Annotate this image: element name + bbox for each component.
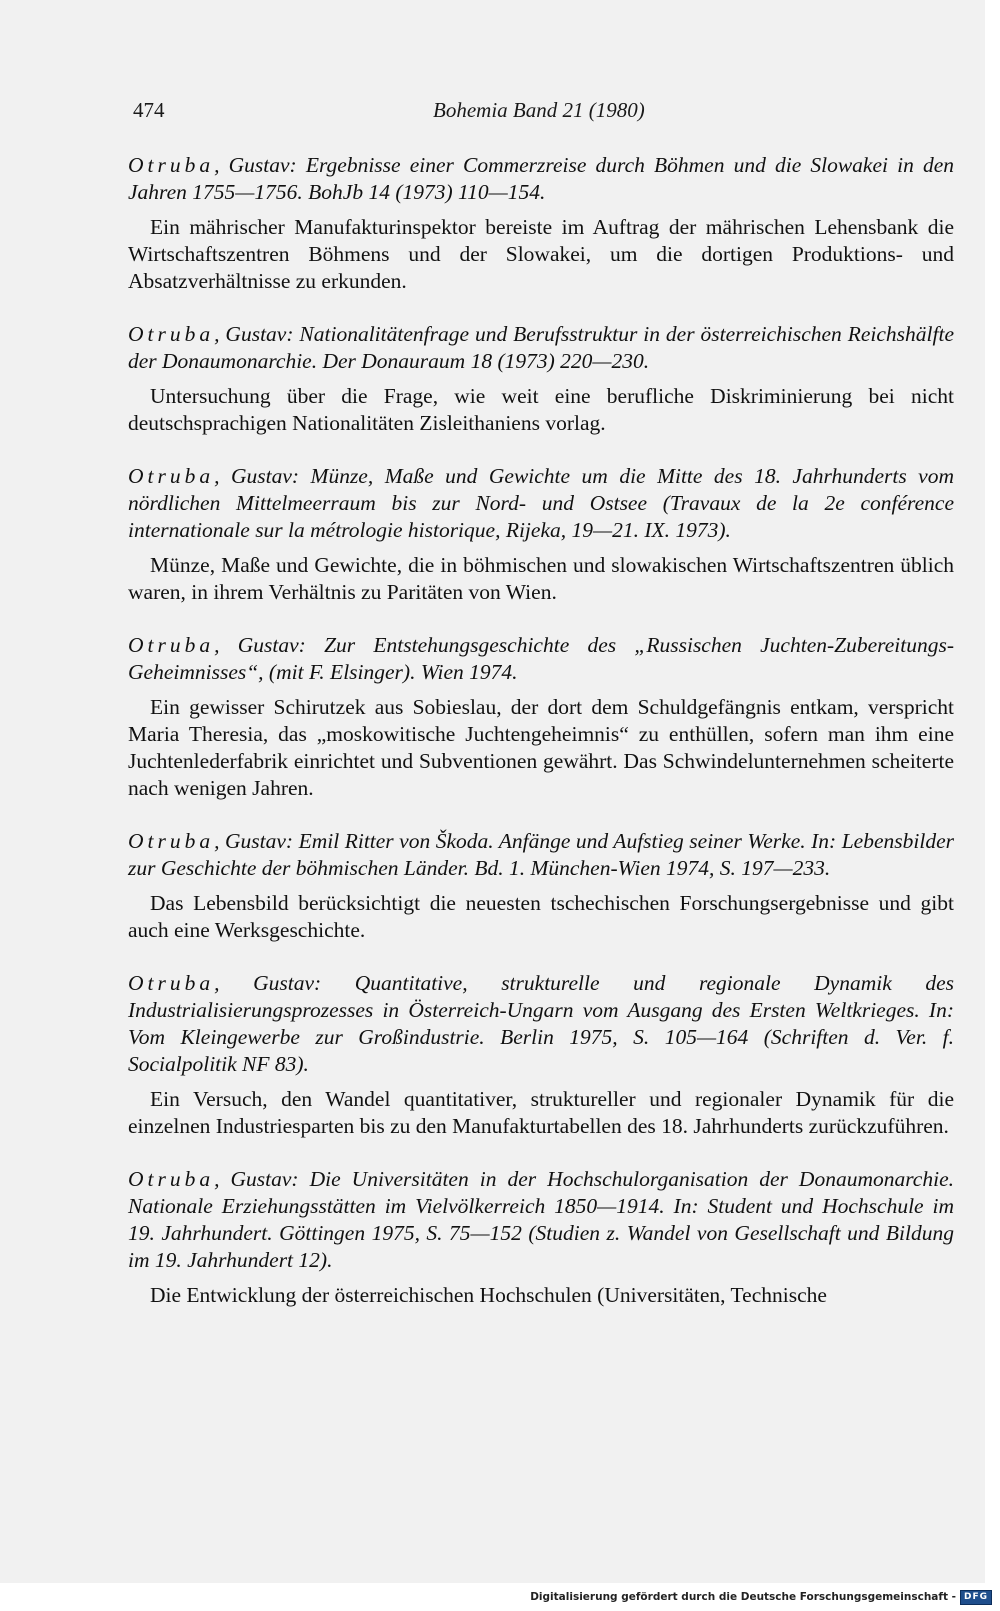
- digitization-footer: [530, 1587, 992, 1607]
- bibliography-entry: [128, 152, 954, 295]
- entry-summary: Ein Versuch, den Wandel quantitativer, struktureller und regionaler Dynamik für die einzelnen Industriesparten bis zu den Manufakturtabellen des 18. Jahrhunderts zurückzuführen.: [128, 1087, 954, 1138]
- bibliography-list: [128, 152, 954, 1335]
- entry-citation: [128, 828, 954, 882]
- page-header: [133, 98, 953, 128]
- running-title: Bohemia Band 21 (1980): [433, 98, 645, 122]
- entry-citation: [128, 463, 954, 544]
- bibliography-entry: [128, 463, 954, 606]
- entry-author: Otruba: [128, 633, 215, 657]
- entry-author: Otruba: [128, 829, 215, 853]
- entry-summary: Untersuchung über die Frage, wie weit eine berufliche Diskriminierung bei nicht deutschsprachigen Nationalitäten Zisleithaniens vorlag.: [128, 384, 954, 435]
- entry-author: Otruba: [128, 1167, 215, 1191]
- entry-citation-text: , Gustav: Zur Entstehungsgeschichte des „Russischen Juchten-Zubereitungs-Geheimnisses“, (mit F. Elsinger). Wien 1974.: [128, 633, 954, 684]
- bibliography-entry: [128, 828, 954, 944]
- entry-citation: [128, 1166, 954, 1274]
- entry-citation: [128, 152, 954, 206]
- entry-summary: Das Lebensbild berücksichtigt die neuesten tschechischen Forschungsergebnisse und gibt auch eine Werksgeschichte.: [128, 891, 954, 942]
- entry-citation-text: , Gustav: Nationalitätenfrage und Berufsstruktur in der österreichischen Reichshälfte der Donaumonarchie. Der Donauraum 18 (1973) 220—230.: [128, 322, 954, 373]
- entry-citation-text: , Gustav: Die Universitäten in der Hochschulorganisation der Donaumonarchie. Nationale Erziehungsstätten im Vielvölkerreich 1850—1914. In: Student und Hochschule im 19. Jahrhundert. Göttingen 1975, S. 75—152 (Studien z. Wandel von Gesellschaft und Bildung im 19. Jahrhundert 12).: [128, 1167, 954, 1272]
- entry-summary: Münze, Maße und Gewichte, die in böhmischen und slowakischen Wirtschaftszentren üblich waren, in ihrem Verhältnis zu Paritäten von Wien.: [128, 553, 954, 604]
- entry-citation-text: , Gustav: Ergebnisse einer Commerzreise durch Böhmen und die Slowakei in den Jahren 1755—1756. BohJb 14 (1973) 110—154.: [128, 153, 954, 204]
- entry-summary: Ein mährischer Manufakturinspektor bereiste im Auftrag der mährischen Lehensbank die Wirtschaftszentren Böhmens und der Slowakei, um die dortigen Produktions- und Absatzverhältnisse zu erkunden.: [128, 215, 954, 293]
- entry-summary: Ein gewisser Schirutzek aus Sobieslau, der dort dem Schuldgefängnis entkam, verspricht Maria Theresia, das „moskowitische Juchtengeheimnis“ zu enthüllen, sofern man ihm eine Juchtenlederfabrik einrichtet und Subventionen gewährt. Das Schwindelunternehmen scheiterte nach wenigen Jahren.: [128, 695, 954, 800]
- bibliography-entry: [128, 970, 954, 1140]
- entry-author: Otruba: [128, 153, 215, 177]
- page-number: 474: [133, 98, 165, 122]
- footer-text: Digitalisierung gefördert durch die Deutsche Forschungsgemeinschaft -: [530, 1591, 956, 1603]
- entry-author: Otruba: [128, 322, 215, 346]
- dfg-logo-icon: DFG: [960, 1590, 992, 1605]
- bibliography-entry: [128, 321, 954, 437]
- entry-citation-text: , Gustav: Quantitative, strukturelle und regionale Dynamik des Industrialisierungsprozesses in Österreich-Ungarn vom Ausgang des Ersten Weltkrieges. In: Vom Kleingewerbe zur Großindustrie. Berlin 1975, S. 105—164 (Schriften d. Ver. f. Socialpolitik NF 83).: [128, 971, 954, 1076]
- entry-author: Otruba: [128, 971, 215, 995]
- bibliography-entry: [128, 1166, 954, 1309]
- entry-citation-text: , Gustav: Emil Ritter von Škoda. Anfänge und Aufstieg seiner Werke. In: Lebensbilder zur Geschichte der böhmischen Länder. Bd. 1. München-Wien 1974, S. 197—233.: [128, 829, 954, 880]
- entry-citation: [128, 321, 954, 375]
- entry-citation: [128, 970, 954, 1078]
- entry-citation-text: , Gustav: Münze, Maße und Gewichte um die Mitte des 18. Jahrhunderts vom nördlichen Mittelmeerraum bis zur Nord- und Ostsee (Travaux de la 2e conférence internationale sur la métrologie historique, Rijeka, 19—21. IX. 1973).: [128, 464, 954, 542]
- bibliography-entry: [128, 632, 954, 802]
- entry-summary: Die Entwicklung der österreichischen Hochschulen (Universitäten, Technische: [150, 1283, 827, 1307]
- entry-citation: [128, 632, 954, 686]
- entry-author: Otruba: [128, 464, 215, 488]
